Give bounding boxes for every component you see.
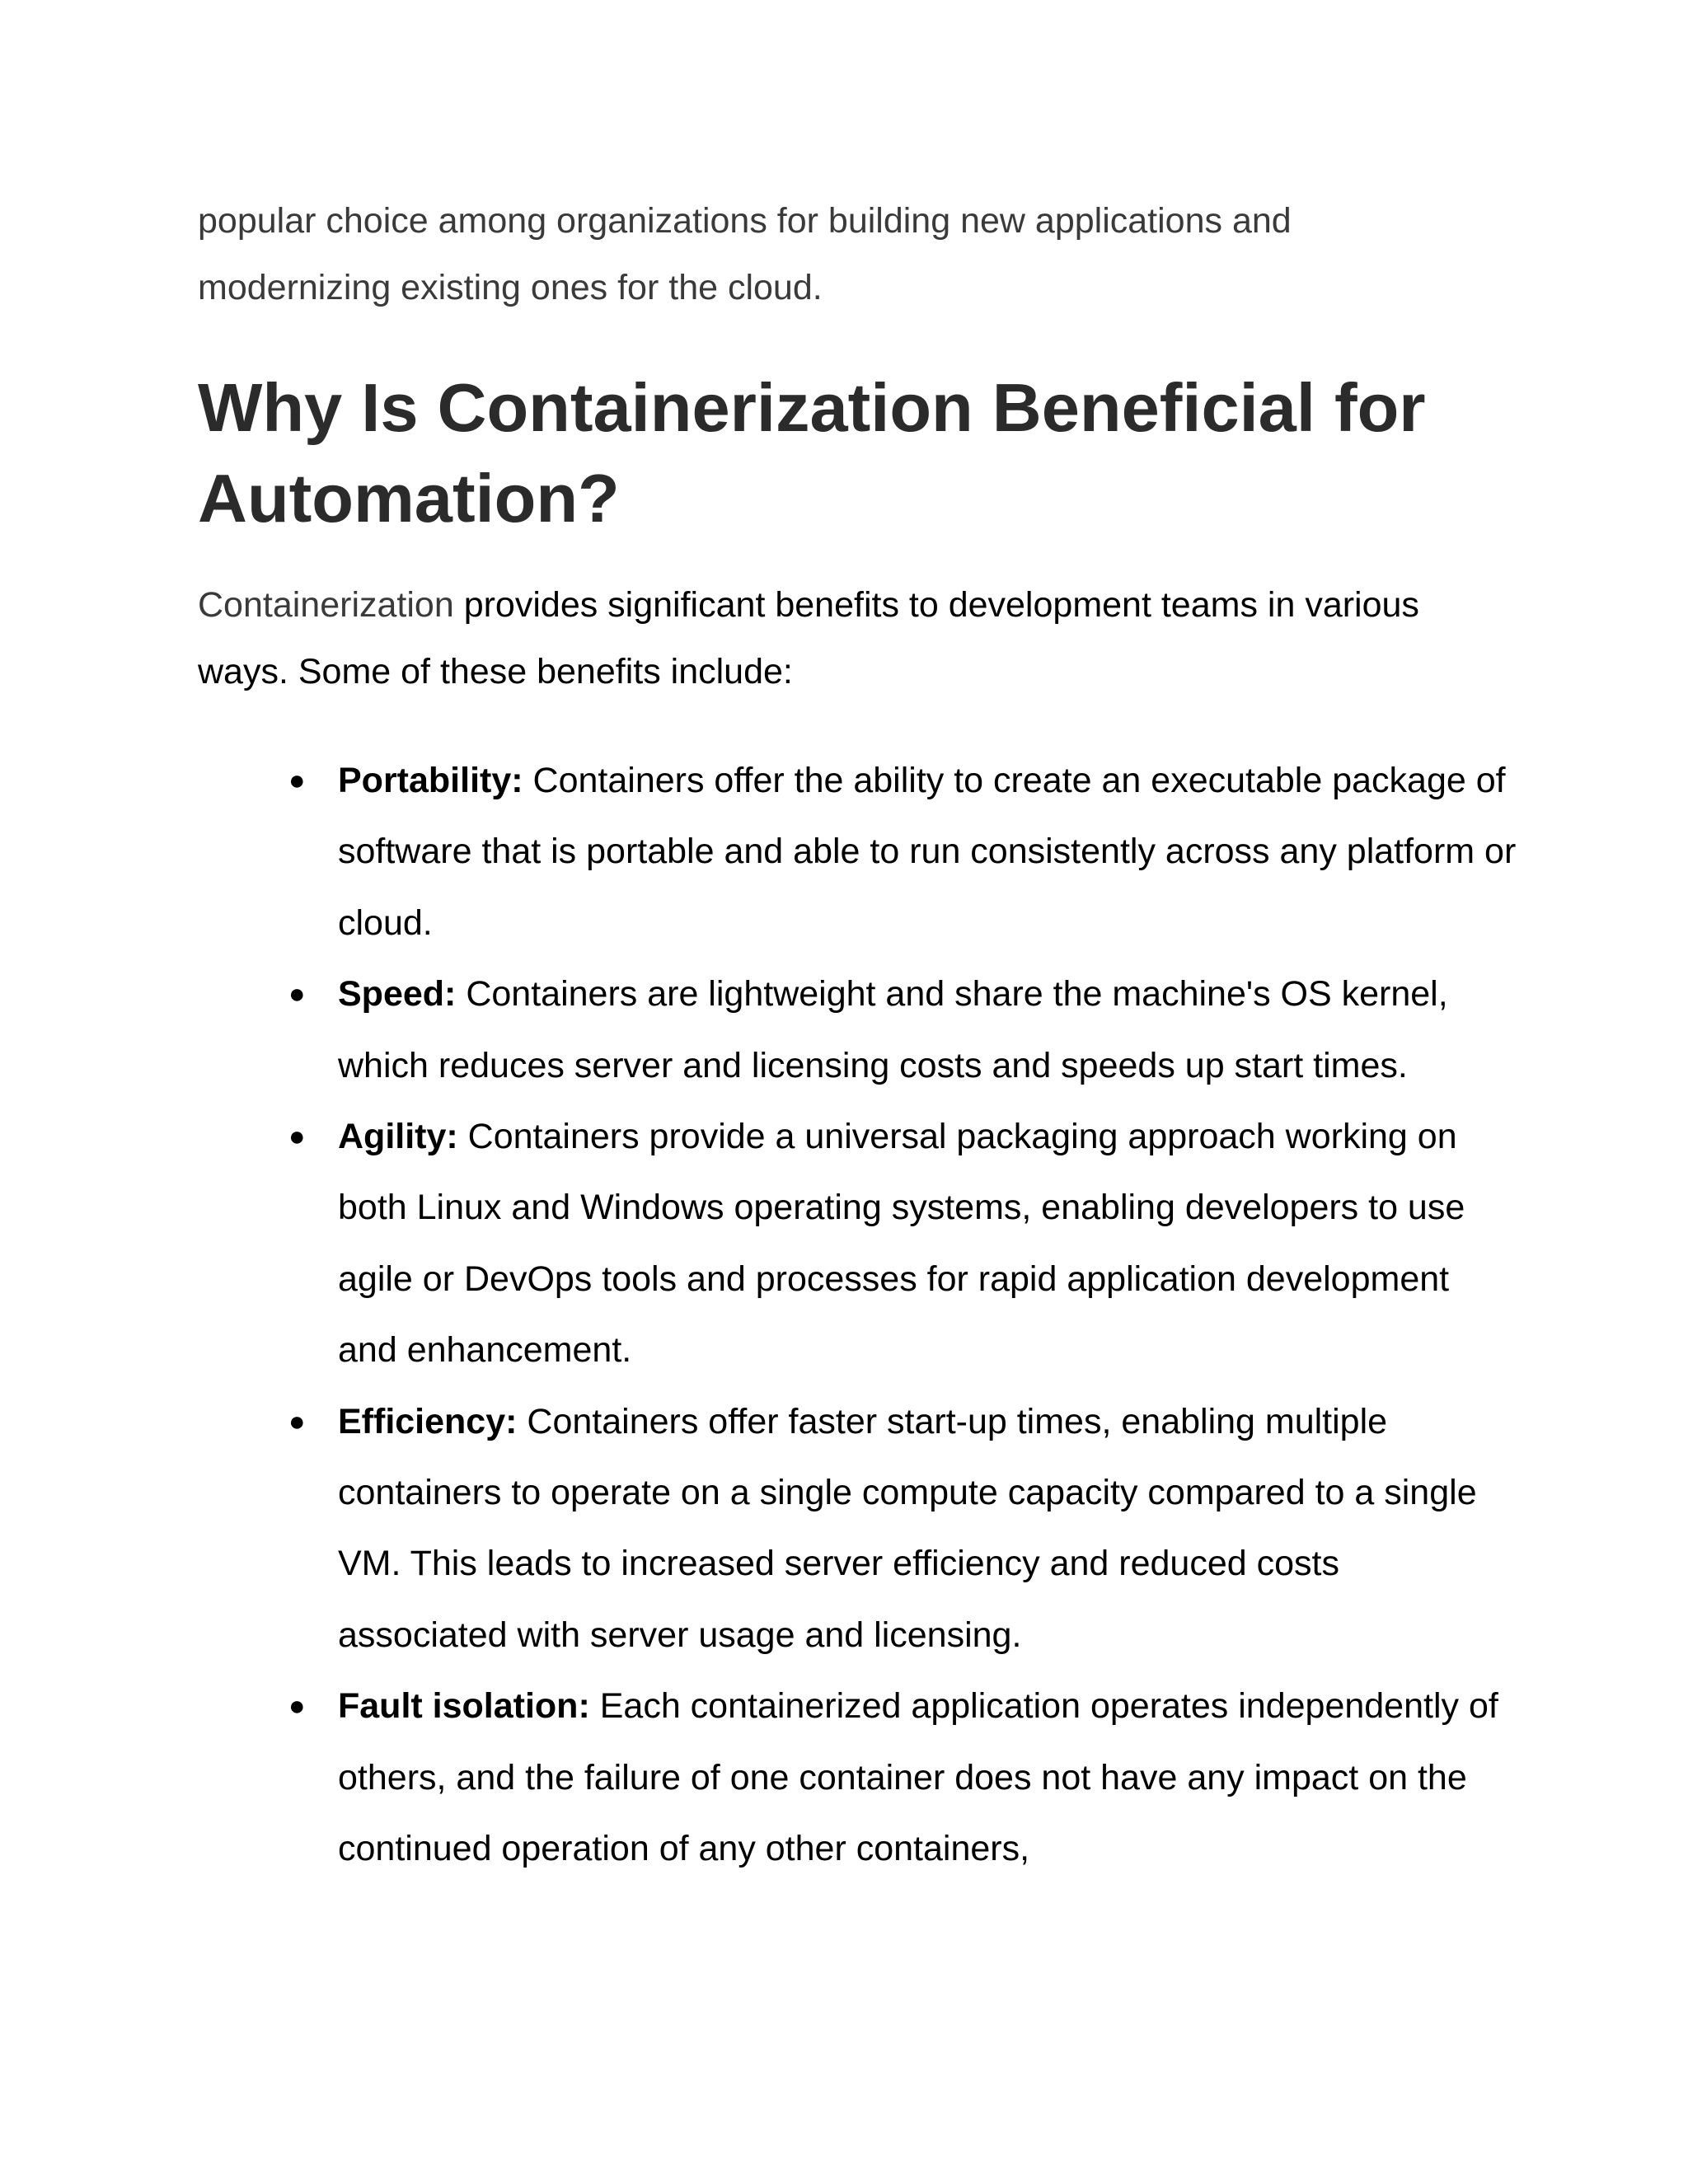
benefit-item-fault-isolation — [198, 1671, 1517, 1884]
bullet-icon: ● — [288, 978, 306, 1010]
benefit-item-efficiency — [198, 1386, 1517, 1671]
benefit-item-portability — [198, 745, 1517, 958]
benefit-text: Containers offer faster start-up times, enabling multiple containers to operate on a single compute capacity compared to a single VM. This leads to increased server efficiency and reduced costs associated with server usage and licensing. — [338, 1401, 1477, 1655]
bullet-icon: ● — [288, 765, 306, 796]
benefit-term: Efficiency: — [338, 1401, 518, 1441]
intro-paragraph: popular choice among organizations for building new applications and modernizing existing ones for the cloud. — [198, 201, 1292, 307]
containerization-link[interactable]: Containerization — [198, 585, 454, 625]
benefit-item-speed — [198, 958, 1517, 1101]
benefit-text: Each containerized application operates independently of others, and the failure of one container does not have any impact on the continued operation of any other containers, — [338, 1686, 1498, 1869]
benefit-term: Agility: — [338, 1117, 458, 1157]
section-heading: Why Is Containerization Beneficial for Automation? — [198, 369, 1426, 537]
benefit-text: Containers provide a universal packaging approach working on both Linux and Windows operating systems, enabling developers to use agile or DevOps tools and processes for rapid application development and enhancement. — [338, 1117, 1465, 1371]
benefit-text: Containers are lightweight and share the machine's OS kernel, which reduces server and licensing costs and speeds up start times. — [338, 974, 1448, 1085]
benefit-text: Containers offer the ability to create an executable package of software that is portable and able to run consistently across any platform or cloud. — [338, 761, 1517, 943]
lead-paragraph — [198, 572, 1492, 705]
bullet-icon: ● — [288, 1690, 306, 1722]
benefits-list — [198, 745, 1517, 1885]
lead-paragraph-text: provides significant benefits to development teams in various ways. Some of these benefits include: — [198, 585, 1419, 691]
bullet-icon: ● — [288, 1121, 306, 1153]
benefit-term: Portability: — [338, 761, 523, 800]
benefit-term: Fault isolation: — [338, 1686, 590, 1727]
bullet-icon: ● — [288, 1405, 306, 1437]
benefit-item-agility — [198, 1101, 1517, 1386]
benefit-term: Speed: — [338, 974, 457, 1015]
